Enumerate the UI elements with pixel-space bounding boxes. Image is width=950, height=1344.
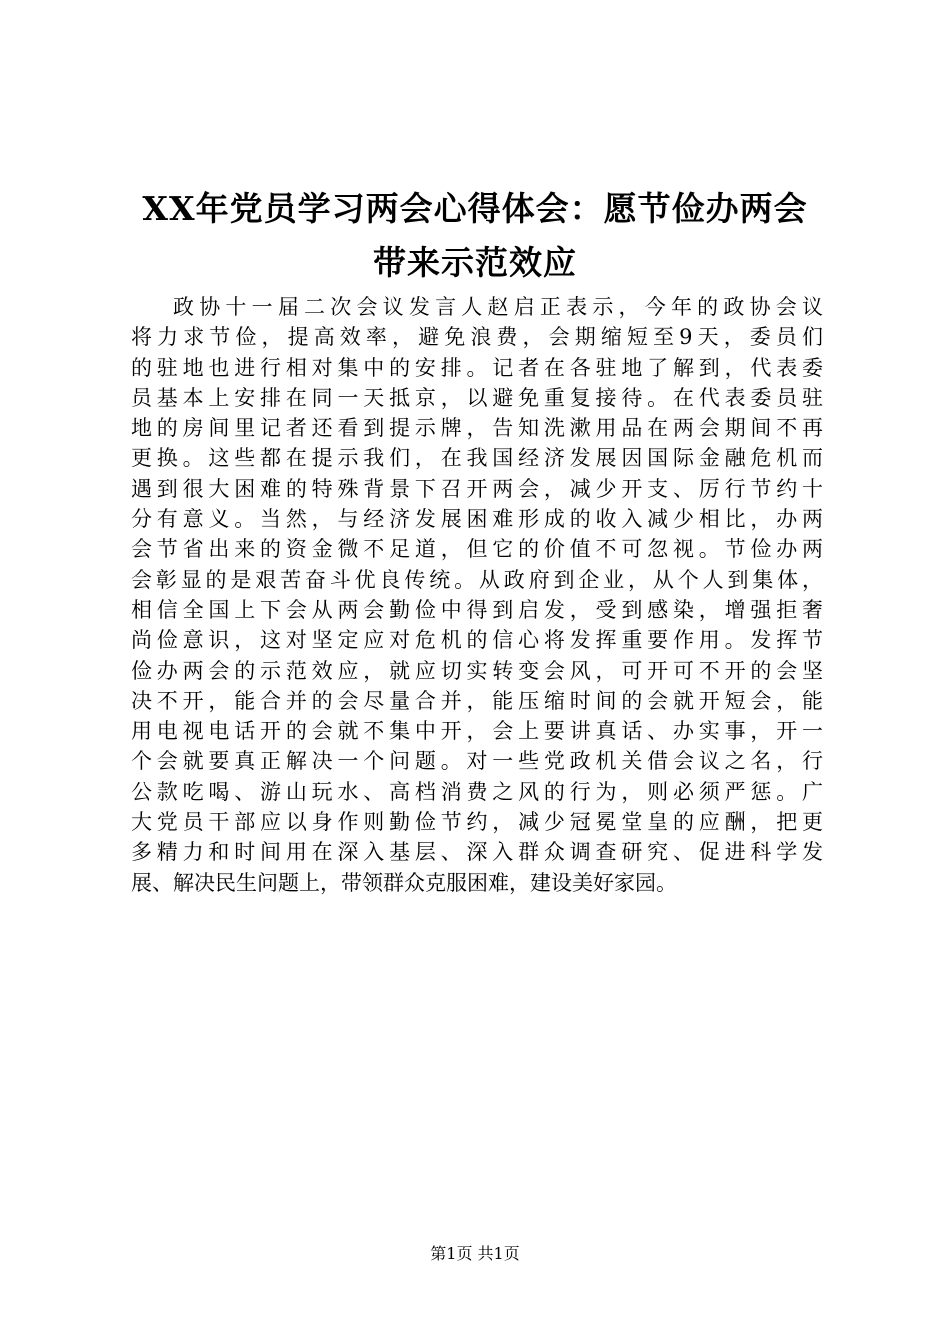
body-paragraph [131, 292, 823, 898]
body-line: 相信全国上下会从两会勤俭中得到启发，受到感染，增强拒奢 [131, 597, 823, 622]
body-line: 个会就要真正解决一个问题。对一些党政机关借会议之名，行 [131, 749, 823, 774]
body-line: 俭办两会的示范效应，就应切实转变会风，可开可不开的会坚 [131, 658, 823, 683]
body-line: 的驻地也进行相对集中的安排。记者在各驻地了解到，代表委 [131, 355, 823, 380]
title-line-1: XX年党员学习两会心得体会：愿节俭办两会 [142, 189, 808, 228]
body-line: 员基本上安排在同一天抵京，以避免重复接待。在代表委员驻 [131, 385, 823, 410]
body-line: 多精力和时间用在深入基层、深入群众调查研究、促进科学发 [131, 840, 823, 865]
body-line: 展、解决民生问题上，带领群众克服困难，建设美好家园。 [131, 870, 677, 895]
body-line: 大党员干部应以身作则勤俭节约，减少冠冕堂皇的应酬，把更 [131, 810, 823, 835]
body-line: 更换。这些都在提示我们，在我国经济发展因国际金融危机而 [131, 446, 823, 471]
title-line-2: 带来示范效应 [373, 243, 577, 282]
body-line: 会节省出来的资金微不足道，但它的价值不可忽视。节俭办两 [131, 537, 823, 562]
body-line: 会彰显的是艰苦奋斗优良传统。从政府到企业，从个人到集体， [131, 567, 823, 592]
page-footer: 第1页 共1页 [430, 1244, 520, 1263]
body-line: 用电视电话开的会就不集中开，会上要讲真话、办实事，开一 [131, 719, 823, 744]
body-line: 尚俭意识，这对坚定应对危机的信心将发挥重要作用。发挥节 [131, 628, 823, 653]
body-line: 决不开，能合并的会尽量合并，能压缩时间的会就开短会，能 [131, 688, 823, 713]
body-line: 地的房间里记者还看到提示牌，告知洗漱用品在两会期间不再 [131, 416, 823, 441]
document-title [100, 182, 850, 290]
body-line: 将力求节俭，提高效率，避免浪费，会期缩短至9天，委员们 [131, 325, 823, 350]
body-line: 分有意义。当然，与经济发展困难形成的收入减少相比，办两 [131, 507, 823, 532]
body-line: 公款吃喝、游山玩水、高档消费之风的行为，则必须严惩。广 [131, 779, 823, 804]
body-line: 遇到很大困难的特殊背景下召开两会，减少开支、厉行节约十 [131, 476, 823, 501]
body-line: 政协十一届二次会议发言人赵启正表示，今年的政协会议 [173, 295, 823, 319]
